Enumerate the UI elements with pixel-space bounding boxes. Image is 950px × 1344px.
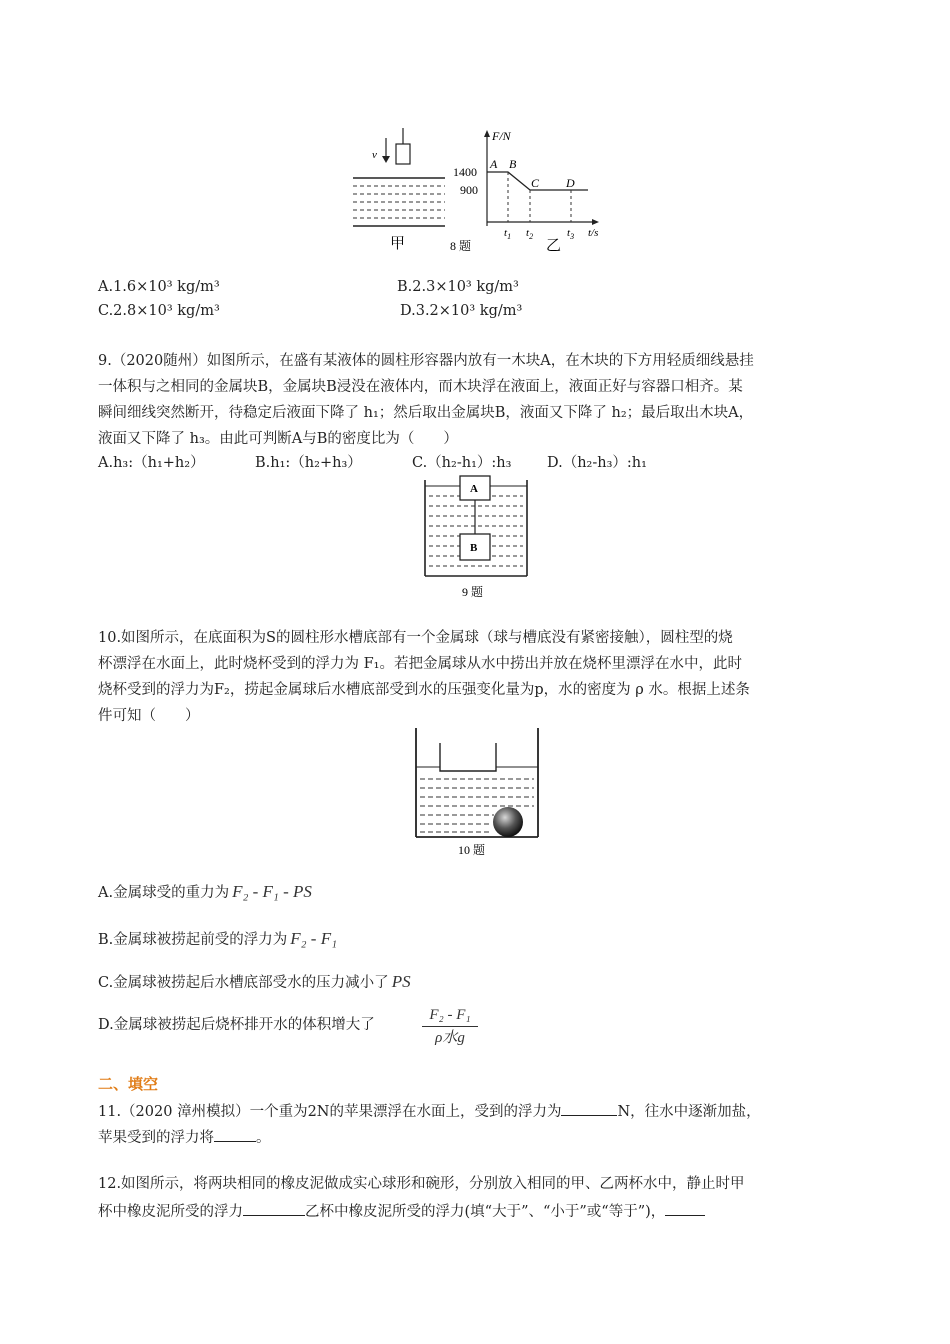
q8-point-a: A bbox=[490, 157, 498, 171]
q9-block-a: A bbox=[470, 483, 478, 495]
q8-option-d: D.3.2×10³ kg/m³ bbox=[400, 303, 523, 319]
q8-yi-label: 乙 bbox=[546, 238, 562, 254]
q10-option-a-text: A.金属球受的重力为 bbox=[98, 885, 230, 901]
q10-option-d-numerator: F₂ - F₁ bbox=[429, 1007, 471, 1023]
q11-blank-1[interactable] bbox=[561, 1100, 617, 1116]
q8-caption: 8 题 bbox=[450, 239, 472, 253]
q11-line-1-a: 11.（2020 漳州模拟）一个重为2N的苹果漂浮在水面上，受到的浮力为 bbox=[98, 1104, 562, 1120]
q10-option-b-math: F₂ - F₁ bbox=[290, 929, 338, 948]
q9-option-b: B.h₁:（h₂+h₃） bbox=[255, 455, 362, 471]
q9-block-b: B bbox=[470, 542, 478, 554]
q8-y-tick-1400: 1400 bbox=[453, 165, 477, 179]
q9-option-d: D.（h₂-h₃）:h₁ bbox=[547, 455, 647, 471]
q10-option-a bbox=[98, 882, 312, 903]
q10-option-d-fraction bbox=[420, 1006, 480, 1047]
q10-option-d bbox=[98, 1015, 375, 1035]
q10-option-c bbox=[98, 972, 411, 993]
q8-y-axis: F/N bbox=[492, 129, 511, 143]
q8-fig-jia bbox=[353, 128, 445, 252]
q10-option-d-text: D.金属球被捞起后烧杯排开水的体积增大了 bbox=[98, 1017, 375, 1033]
q11-line-2 bbox=[98, 1126, 271, 1148]
q11-line-1-b: N，往水中逐渐加盐， bbox=[617, 1104, 761, 1120]
q12-line-1: 12.如图所示，将两块相同的橡皮泥做成实心球形和碗形，分别放入相同的甲、乙两杯水中，静止时甲 bbox=[98, 1176, 745, 1192]
q8-figure bbox=[350, 126, 610, 256]
q8-fig-yi bbox=[453, 129, 599, 254]
q8-t1: $t_1$ bbox=[504, 227, 512, 241]
q10-text-line-4: 件可知（ ） bbox=[98, 708, 200, 724]
q10-figure bbox=[410, 725, 545, 860]
q11-line-2-a: 苹果受到的浮力将 bbox=[98, 1130, 214, 1146]
q12-blank-2[interactable] bbox=[665, 1200, 705, 1216]
q9-option-a: A.h₃:（h₁+h₂） bbox=[98, 455, 205, 471]
q10-option-d-denominator: ρ水g bbox=[435, 1030, 465, 1046]
q9-option-c: C.（h₂-h₁）:h₃ bbox=[412, 455, 512, 471]
q9-text-line-3: 瞬间细线突然断开，待稳定后液面下降了 h₁；然后取出金属块B，液面又下降了 h₂；最后取出木块A， bbox=[98, 405, 754, 421]
q10-option-b bbox=[98, 929, 337, 950]
q12-blank-1[interactable] bbox=[243, 1200, 305, 1216]
q8-point-c: C bbox=[531, 176, 540, 190]
q8-t3: $t_3$ bbox=[567, 227, 575, 241]
q12-line-2-b: 乙杯中橡皮泥所受的浮力(填“大于”、“小于”或“等于”)， bbox=[305, 1204, 666, 1220]
section-fill-in-title: 二、填空 bbox=[98, 1075, 159, 1093]
q10-option-c-text: C.金属球被捞起后水槽底部受水的压力减小了 bbox=[98, 975, 389, 991]
q10-text-line-3: 烧杯受到的浮力为F₂，捞起金属球后水槽底部受到水的压强变化量为p，水的密度为 ρ 水。根据上述条 bbox=[98, 682, 750, 698]
q8-t2: $t_2$ bbox=[526, 227, 534, 241]
q8-v-label: v bbox=[372, 149, 377, 161]
q9-text-line-1: 9.（2020随州）如图所示，在盛有某液体的圆柱形容器内放有一木块A，在木块的下方用轻质细线悬挂 bbox=[98, 353, 754, 369]
q8-option-a: A.1.6×10³ kg/m³ bbox=[98, 279, 220, 295]
q8-option-c: C.2.8×10³ kg/m³ bbox=[98, 303, 220, 319]
q8-x-axis: t/s bbox=[588, 227, 599, 239]
q10-option-c-math: PS bbox=[391, 972, 411, 991]
q10-option-d-fraction-bar bbox=[422, 1026, 478, 1027]
q10-text-line-2: 杯漂浮在水面上，此时烧杯受到的浮力为 F₁。若把金属球从水中捞出并放在烧杯里漂浮在水中，此时 bbox=[98, 656, 742, 672]
q9-text-line-4: 液面又下降了 h₃。由此可判断A与B的密度比为（ ） bbox=[98, 431, 458, 447]
q10-text-line-1: 10.如图所示，在底面积为S的圆柱形水槽底部有一个金属球（球与槽底没有紧密接触），圆柱型的烧 bbox=[98, 630, 733, 646]
q8-point-b: B bbox=[509, 157, 517, 171]
q8-point-d: D bbox=[566, 176, 575, 190]
q9-figure bbox=[415, 474, 540, 602]
q8-y-tick-900: 900 bbox=[460, 183, 478, 197]
q11-blank-2[interactable] bbox=[214, 1126, 256, 1142]
q12-line-2 bbox=[98, 1200, 705, 1222]
q8-jia-label: 甲 bbox=[390, 236, 406, 252]
q11-line-2-b: 。 bbox=[256, 1130, 271, 1146]
q9-caption: 9 题 bbox=[462, 585, 484, 599]
q8-option-b: B.2.3×10³ kg/m³ bbox=[397, 279, 519, 295]
q10-option-a-math: F₂ - F₁ - PS bbox=[232, 882, 312, 901]
q12-line-2-a: 杯中橡皮泥所受的浮力 bbox=[98, 1204, 243, 1220]
q9-text-line-2: 一体积与之相同的金属块B，金属块B浸没在液体内，而木块浮在液面上，液面正好与容器口相齐。某 bbox=[98, 379, 743, 395]
q10-option-b-text: B.金属球被捞起前受的浮力为 bbox=[98, 932, 288, 948]
q10-caption: 10 题 bbox=[458, 843, 486, 857]
q11-line-1 bbox=[98, 1100, 761, 1122]
q10-metal-ball bbox=[493, 807, 523, 837]
